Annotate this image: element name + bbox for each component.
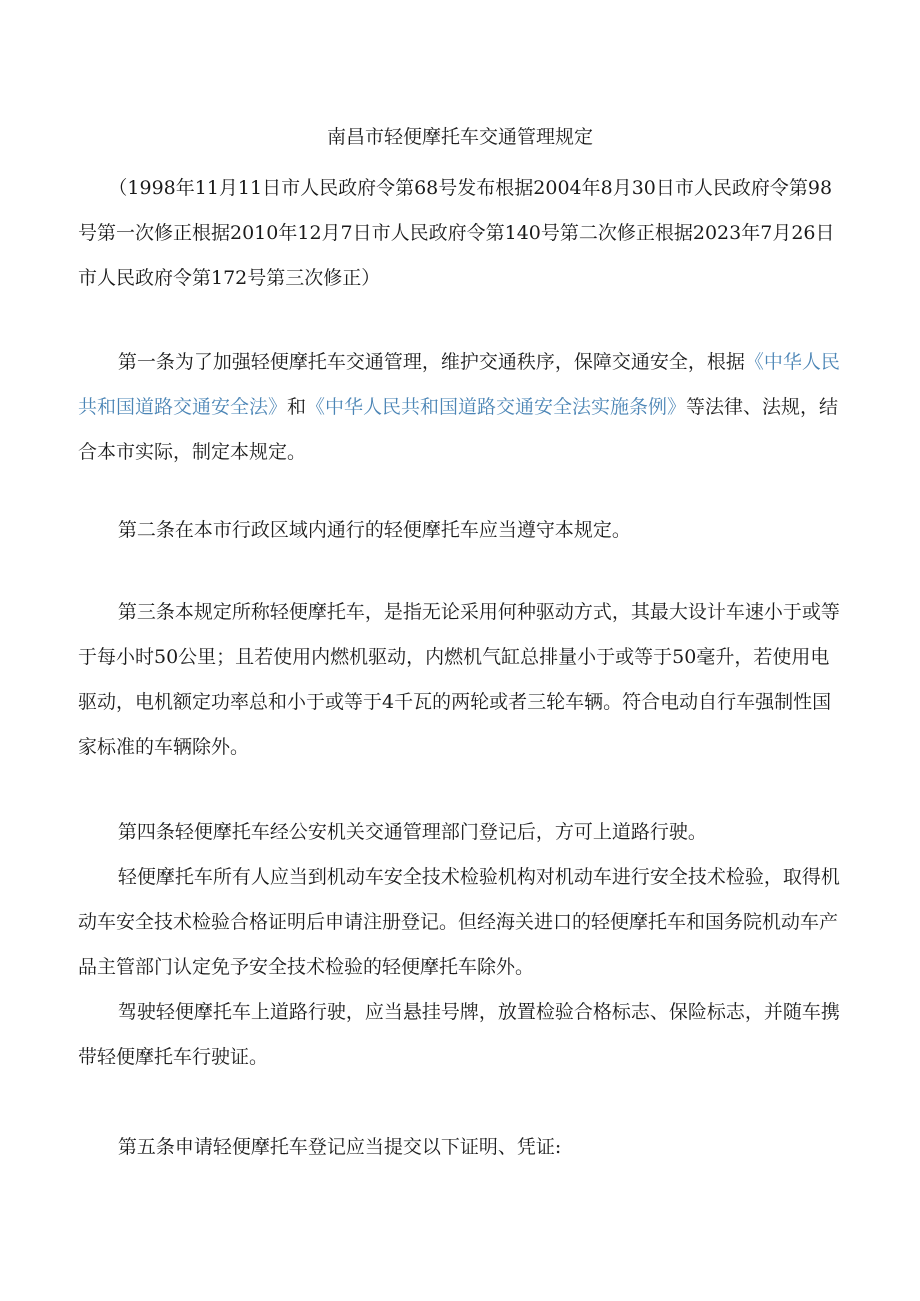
article-4-paragraph-3: 驾驶轻便摩托车上道路行驶，应当悬挂号牌，放置检验合格标志、保险标志，并随车携带轻便摩托车行驶证。 — [78, 1001, 840, 1068]
law-link-implementing-regulations[interactable]: 《中华人民共和国道路交通安全法实施条例》 — [306, 396, 687, 418]
article-2: 第二条在本市行政区域内通行的轻便摩托车应当遵守本规定。 — [117, 519, 631, 541]
article-4-paragraph-1: 第四条轻便摩托车经公安机关交通管理部门登记后，方可上道路行驶。 — [117, 821, 707, 843]
article-1 — [78, 340, 842, 475]
article-1-text-b: 和 — [287, 396, 307, 418]
article-4-paragraph-2: 轻便摩托车所有人应当到机动车安全技术检验机构对机动车进行安全技术检验，取得机动车安全技术检验合格证明后申请注册登记。但经海关进口的轻便摩托车和国务院机动车产品主管部门认定免予安全技术检验的轻便摩托车除外。 — [78, 866, 840, 978]
document-title: 南昌市轻便摩托车交通管理规定 — [326, 126, 593, 148]
article-3: 第三条本规定所称轻便摩托车，是指无论采用何种驱动方式，其最大设计车速小于或等于每小时50公里；且若使用内燃机驱动，内燃机气缸总排量小于或等于50毫升，若使用电驱动，电机额定功率总和小于或等于4千瓦的两轮或者三轮车辆。符合电动自行车强制性国家标准的车辆除外。 — [78, 601, 840, 758]
article-5: 第五条申请轻便摩托车登记应当提交以下证明、凭证: — [117, 1136, 562, 1158]
document-subtitle: （1998年11月11日市人民政府令第68号发布根据2004年8月30日市人民政府令第98号第一次修正根据2010年12月7日市人民政府令第140号第二次修正根据2023年7月26日市人民政府令第172号第三次修正） — [78, 177, 835, 289]
article-1-text-a: 第一条为了加强轻便摩托车交通管理，维护交通秩序，保障交通安全，根据 — [117, 351, 745, 373]
law-link-road-safety[interactable]: 《中华人民共和国道路交通安全法》 — [78, 351, 840, 418]
article-1-text-c: 等法律、法规，结合本市实际，制定本规定。 — [78, 396, 839, 463]
